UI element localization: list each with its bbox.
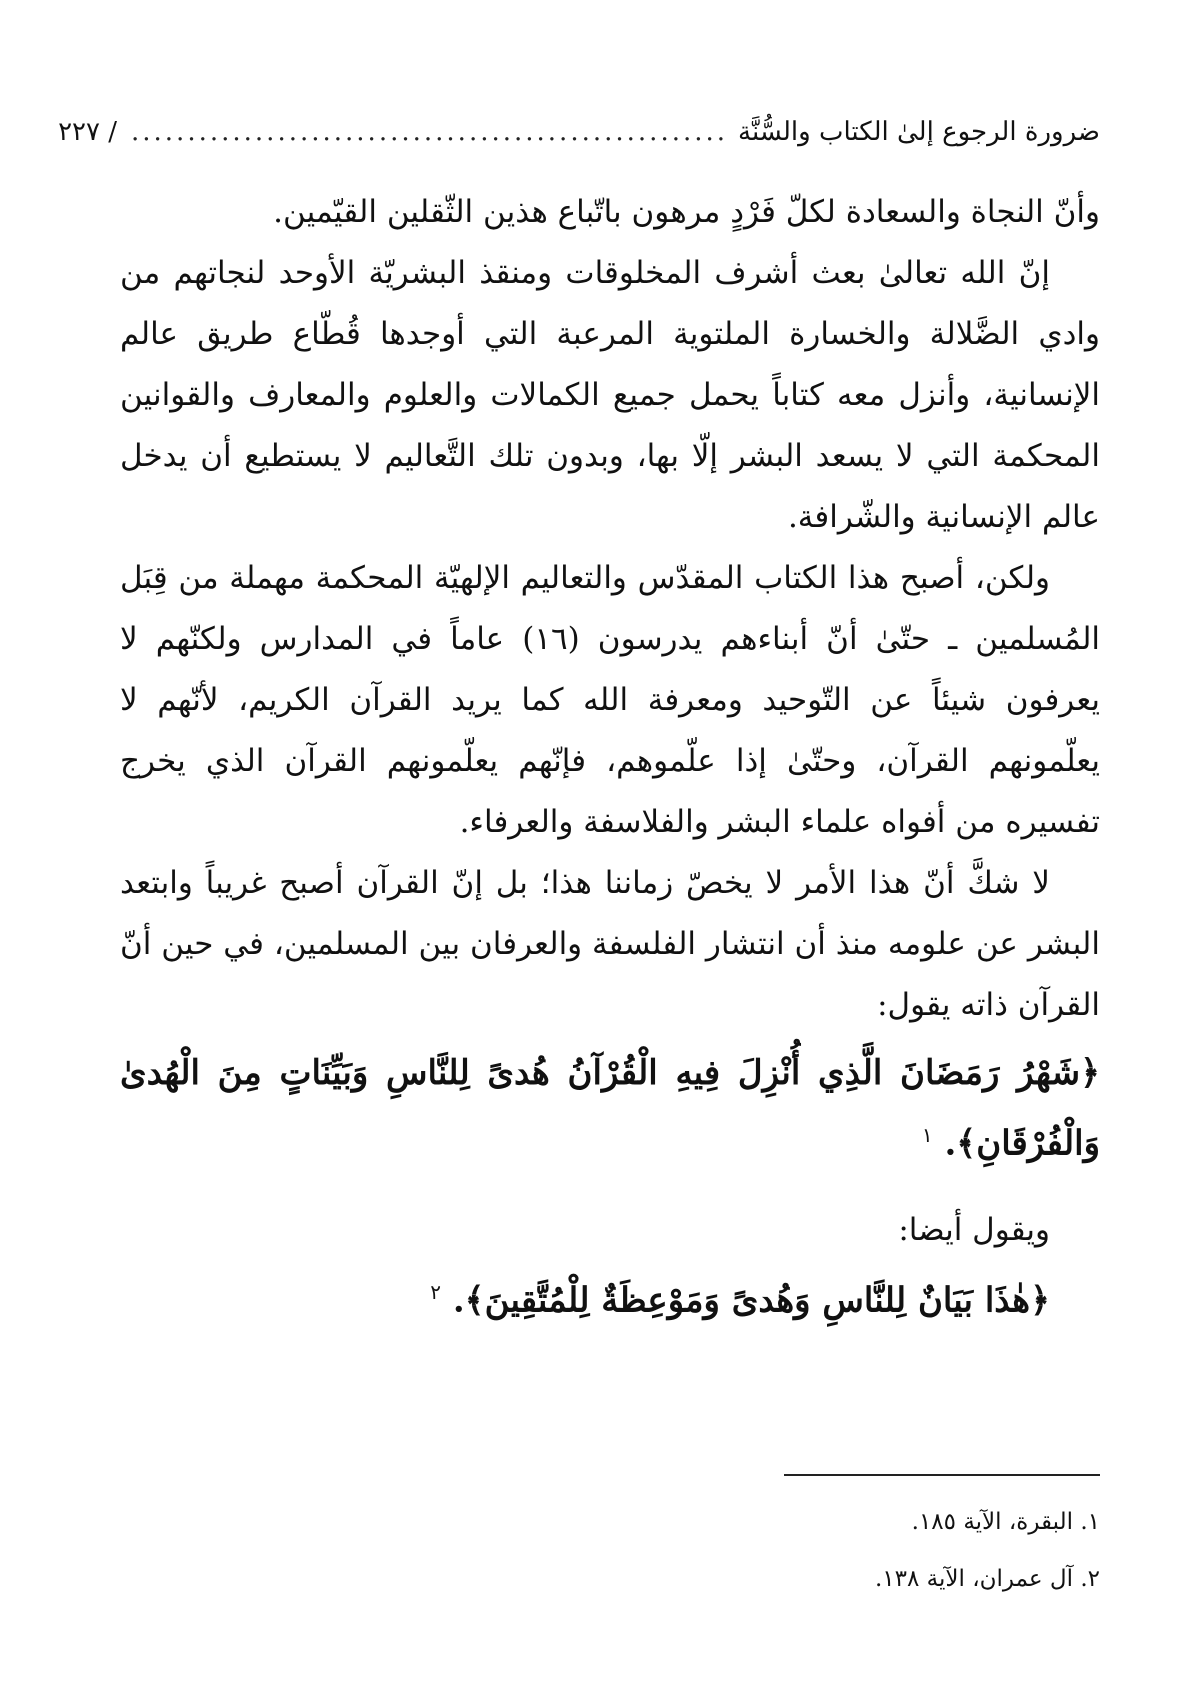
main-text <box>120 182 1100 1332</box>
page-number: ٢٢٧ <box>58 117 100 147</box>
verse-2-text: ﴿هٰذَا بَيَانٌ لِلنَّاسِ وَهُدىً وَمَوْعِظَةٌ لِلْمُتَّقِينَ﴾. <box>452 1280 1050 1321</box>
footnote-2: ٢. آل عمران، الآية ١٣٨. <box>874 1566 1100 1592</box>
paragraph-2: إنّ الله تعالىٰ بعث أشرف المخلوقات ومنقذ البشريّة الأوحد لنجاتهم من وادي الضَّلالة والخسارة الملتوية المرعبة التي أوجدها قُطّاع طريق عالم الإنسانية، وأنزل معه كتاباً يحمل جميع الكمالات والعلوم والمعارف والقوانين المحكمة التي لا يسعد البشر إلّا بها، وبدون تلك التَّعاليم لا يستطيع أن يدخل عالم الإنسانية والشّرافة. <box>120 255 1100 535</box>
paragraph-3: ولكن، أصبح هذا الكتاب المقدّس والتعاليم الإلهيّة المحكمة مهملة من قِبَل المُسلمين ـ حتّىٰ أنّ أبناءهم يدرسون (١٦) عاماً في المدارس ولكنّهم لا يعرفون شيئاً عن التّوحيد ومعرفة الله كما يريد القرآن الكريم، لأنّهم لا يعلّمونهم القرآن، وحتّىٰ إذا علّموهم، فإنّهم يعلّمونهم القرآن الذي يخرج تفسيره من أفواه علماء البشر والفلاسفة والعرفاء. <box>120 560 1100 840</box>
page-number-group <box>58 117 117 147</box>
footnote-divider <box>784 1474 1100 1476</box>
verse-1-text: ﴿شَهْرُ رَمَضَانَ الَّذِي أُنْزِلَ فِيهِ الْقُرْآنُ هُدىً لِلنَّاسِ وَبَيِّنَاتٍ مِنَ الْهُدىٰ وَالْفُرْقَانِ﴾. <box>120 1053 1100 1164</box>
paragraph-1: وأنّ النجاة والسعادة لكلّ فَرْدٍ مرهون باتّباع هذين الثّقلين القيّمين. <box>273 194 1100 230</box>
paragraph-4: لا شكَّ أنّ هذا الأمر لا يخصّ زماننا هذا؛ بل إنّ القرآن أصبح غريباً وابتعد البشر عن علومه منذ أن انتشار الفلسفة والعرفان بين المسلمين، في حين أنّ القرآن ذاته يقول: <box>120 865 1100 1023</box>
quran-verse-1 <box>120 1042 1100 1174</box>
running-header <box>58 112 1100 152</box>
header-leader-dots: ..................................................... <box>131 117 729 147</box>
header-separator: / <box>108 117 117 147</box>
footnote-ref-1: ١ <box>921 1123 933 1147</box>
footnotes <box>120 1494 1100 1608</box>
quran-verse-2 <box>120 1261 1100 1331</box>
header-title: ضرورة الرجوع إلىٰ الكتاب والسُّنَّة <box>738 117 1100 147</box>
footnote-ref-2: ٢ <box>430 1280 441 1305</box>
footnote-1: ١. البقرة، الآية ١٨٥. <box>911 1509 1100 1535</box>
paragraph-5: ويقول أيضا: <box>898 1212 1050 1249</box>
